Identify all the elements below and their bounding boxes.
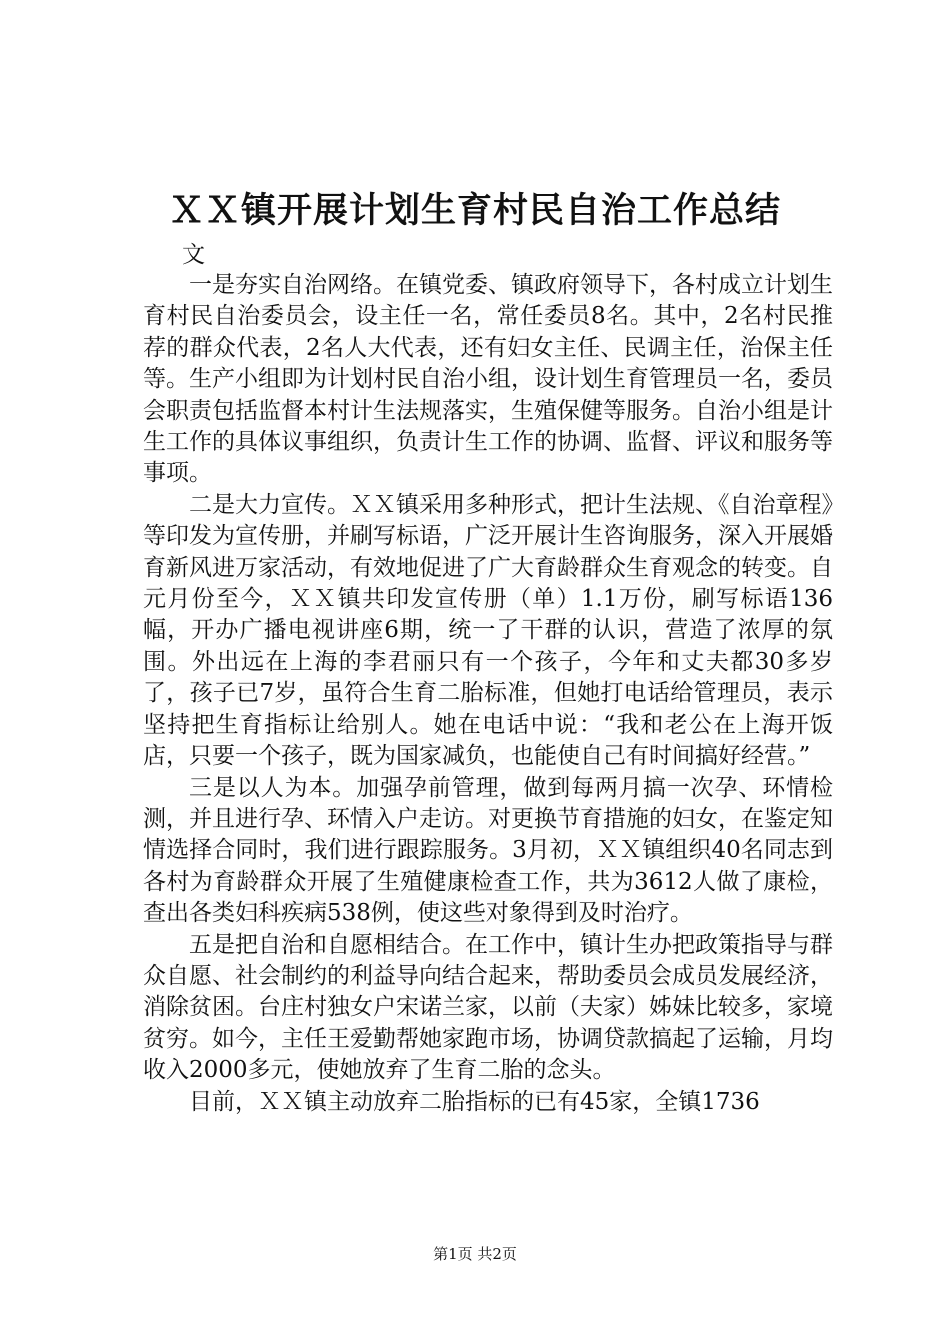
paragraph-5: 目前，ＸＸ镇主动放弃二胎指标的已有45家，全镇1736 (189, 1088, 760, 1115)
paragraph-4: 五是把自治和自愿相结合。在工作中，镇计生办把政策指导与群众自愿、社会制约的利益导向结合起来，帮助委员会成员发展经济，消除贫困。台庄村独女户宋诺兰家，以前（夫家）姊妹比较多，家境贫穷。如今，主任王爱勤帮她家跑市场，协调贷款搞起了运输，月均收入2000多元，使她放弃了生育二胎的念头。 (143, 931, 833, 1084)
author-label: 文 (182, 242, 205, 268)
document-title: ＸＸ镇开展计划生育村民自治工作总结 (168, 190, 781, 231)
paragraph-2: 二是大力宣传。ＸＸ镇采用多种形式，把计生法规、《自治章程》等印发为宣传册，并刷写标语，广泛开展计生咨询服务，深入开展婚育新风进万家活动，有效地促进了广大育龄群众生育观念的转变。自元月份至今，ＸＸ镇共印发宣传册（单）1.1万份，刷写标语136幅，开办广播电视讲座6期，统一了干群的认识，营造了浓厚的氛围。外出远在上海的李君丽只有一个孩子，今年和丈夫都30多岁了，孩子已7岁，虽符合生育二胎标准，但她打电话给管理员，表示坚持把生育指标让给别人。她在电话中说：“我和老公在上海开饭店，只要一个孩子，既为国家减负，也能使自己有时间搞好经营。” (143, 491, 833, 770)
page-indicator: 第1页 共2页 (433, 1245, 517, 1263)
paragraph-1: 一是夯实自治网络。在镇党委、镇政府领导下，各村成立计划生育村民自治委员会，设主任一名，常任委员8名。其中，2名村民推荐的群众代表，2名人大代表，还有妇女主任、民调主任，治保主任等。生产小组即为计划村民自治小组，设计划生育管理员一名，委员会职责包括监督本村计生法规落实，生殖保健等服务。自治小组是计生工作的具体议事组织，负责计生工作的协调、监督、评议和服务等事项。 (143, 272, 833, 487)
document-body (143, 270, 833, 1118)
paragraph-3: 三是以人为本。加强孕前管理，做到每两月搞一次孕、环情检测，并且进行孕、环情入户走访。对更换节育措施的妇女，在鉴定知情选择合同时，我们进行跟踪服务。3月初，ＸＸ镇组织40名同志到各村为育龄群众开展了生殖健康检查工作，共为3612人做了康检，查出各类妇科疾病538例，使这些对象得到及时治疗。 (143, 774, 833, 927)
